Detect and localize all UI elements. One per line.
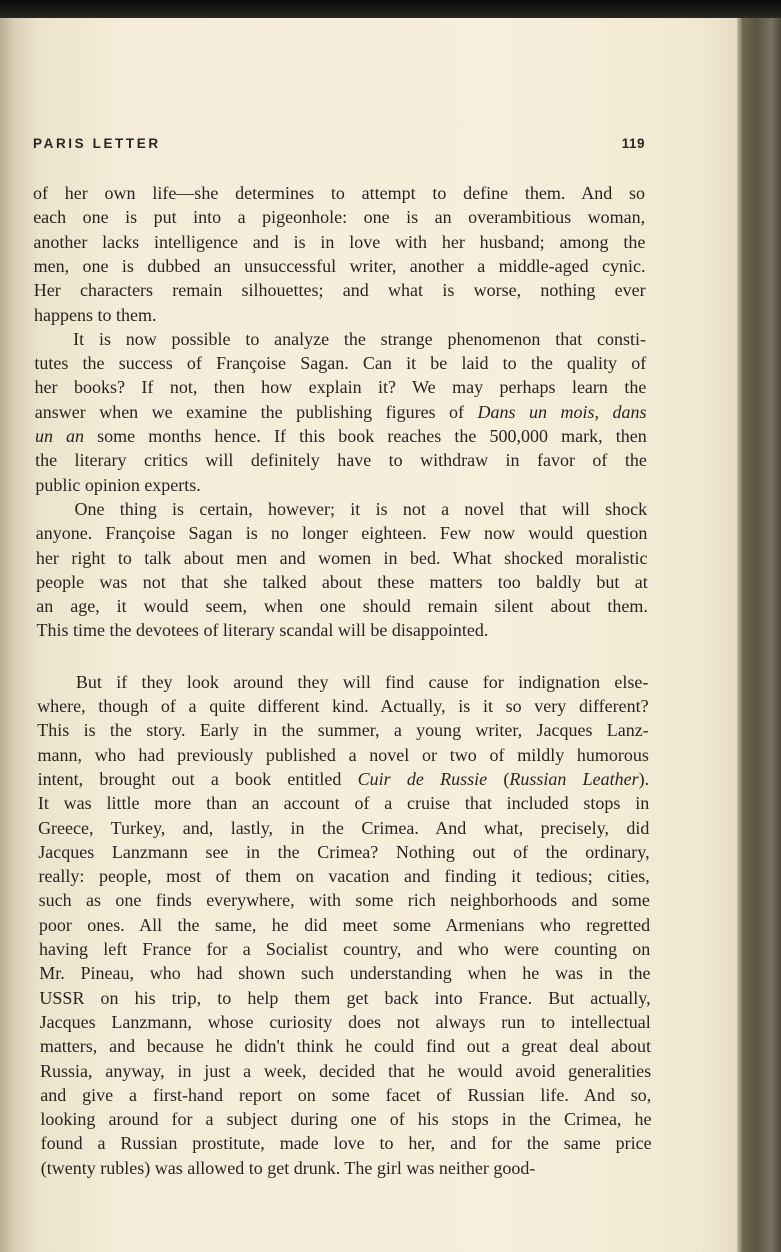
line-text: ). xyxy=(638,768,650,789)
line-text: Russia, anyway, in just a week, decided that he would avoid generalities xyxy=(40,1060,652,1081)
line-text: each one is put into a pigeonhole: one is an overambitious woman, xyxy=(33,207,646,228)
line-text: Greece, Turkey, and, lastly, in the Crimea. And what, precisely, did xyxy=(38,817,650,838)
line-text: Her characters remain silhouettes; and what is worse, nothing ever xyxy=(33,280,646,301)
text-line xyxy=(36,618,648,642)
text-line xyxy=(33,205,645,229)
line-text: the literary critics will definitely have to withdraw in favor of the xyxy=(35,450,647,471)
line-text: such as one finds everywhere, with some rich neighborhoods and some xyxy=(38,890,650,911)
text-line xyxy=(39,961,650,985)
text-line xyxy=(40,1107,651,1131)
line-text: another lacks intelligence and is in love with her husband; among the xyxy=(33,231,646,252)
line-text: found a Russian prostitute, made love to her, and for the same price xyxy=(40,1133,652,1154)
italic-title-text: Cuir de Russie xyxy=(357,768,488,789)
italic-title-text: Russian Leather xyxy=(509,768,639,789)
text-line xyxy=(41,1156,652,1180)
text-line xyxy=(35,424,647,448)
line-text: people was not that she talked about these matters too baldly but at xyxy=(36,571,648,592)
text-line xyxy=(34,303,646,327)
text-line xyxy=(38,816,649,840)
page-number: 119 xyxy=(621,136,645,151)
line-text: Jacques Lanzmann, whose curiosity does not always run to intellectual xyxy=(39,1011,651,1032)
text-line xyxy=(38,864,649,888)
text-line xyxy=(35,473,647,497)
text-line xyxy=(38,840,649,864)
line-text: Jacques Lanzmann see in the Crimea? Nothing out of the ordinary, xyxy=(38,841,650,862)
text-line xyxy=(36,594,648,618)
text-line xyxy=(37,718,648,742)
line-text: tutes the success of Françoise Sagan. Can it be laid to the quality of xyxy=(34,353,647,374)
text-line xyxy=(39,937,650,961)
line-text: her right to talk about men and women in bed. What shocked moralistic xyxy=(35,547,648,568)
text-line xyxy=(40,1010,651,1034)
italic-title-text: un an xyxy=(34,426,85,446)
running-header xyxy=(33,136,645,158)
book-page-edge xyxy=(737,18,781,1252)
running-title: PARIS LETTER xyxy=(33,136,161,151)
text-line xyxy=(41,1131,652,1155)
line-text: of her own life—she determines to attempt to define them. And so xyxy=(33,183,645,203)
line-text: anyone. Françoise Sagan is no longer eighteen. Few now would question xyxy=(35,523,648,544)
line-text: having left France for a Socialist country, and who were counting on xyxy=(39,939,651,959)
italic-title-text: Dans un mois, dans xyxy=(477,401,647,422)
text-line xyxy=(40,1034,651,1058)
line-text: men, one is dubbed an unsuccessful writer, another a middle-aged cynic. xyxy=(33,255,646,276)
line-text: intent, brought out a book entitled xyxy=(37,768,358,789)
line-text: This time the devotees of literary scandal will be disappointed. xyxy=(36,620,489,641)
line-text: It is now possible to analyze the strange phenomenon that consti- xyxy=(73,328,646,349)
text-line xyxy=(35,400,647,424)
text-line xyxy=(35,375,647,399)
text-line xyxy=(35,448,647,472)
text-line xyxy=(33,230,645,254)
text-line xyxy=(38,791,649,815)
line-text: answer when we examine the publishing figures of xyxy=(34,401,478,422)
line-text: poor ones. All the same, he did meet some Armenians who regretted xyxy=(38,914,651,935)
text-line xyxy=(76,670,649,694)
line-text: Mr. Pineau, who had shown such understanding when he was in the xyxy=(39,963,651,984)
text-line xyxy=(73,327,646,351)
line-text: mann, who had previously published a novel or two of mildly humorous xyxy=(37,744,649,765)
line-text: her books? If not, then how explain it? We may perhaps learn the xyxy=(34,377,647,398)
text-line xyxy=(38,767,649,791)
line-text: really: people, most of them on vacation and finding it tedious; cities, xyxy=(38,866,650,887)
line-text: ( xyxy=(487,768,510,789)
text-line xyxy=(33,181,645,205)
text-line xyxy=(39,913,650,937)
line-text: One thing is certain, however; it is not a novel that will shock xyxy=(74,498,648,519)
text-line xyxy=(36,570,648,594)
text-line xyxy=(39,986,650,1010)
line-text: public opinion experts. xyxy=(35,474,201,495)
text-line xyxy=(34,278,646,302)
line-text: some months hence. If this book reaches the 500,000 mark, then xyxy=(84,426,647,446)
text-line xyxy=(40,1059,651,1083)
text-line xyxy=(37,694,648,718)
line-text: But if they look around they will find cause for indignation else- xyxy=(75,671,649,692)
line-text: (twenty rubles) was allowed to get drunk. The girl was neither good- xyxy=(40,1157,536,1178)
line-text: looking around for a subject during one of his stops in the Crimea, he xyxy=(40,1109,652,1130)
line-text: This is the story. Early in the summer, a young writer, Jacques Lanz- xyxy=(37,720,649,741)
line-text: where, though of a quite different kind. Actually, is it so very different? xyxy=(37,696,649,716)
line-text: matters, and because he didn't think he could find out a great deal about xyxy=(39,1036,651,1057)
text-line xyxy=(37,743,648,767)
line-text: It was little more than an account of a cruise that included stops in xyxy=(37,793,650,814)
line-text: and give a first-hand report on some facet of Russian life. And so, xyxy=(40,1084,652,1105)
text-line xyxy=(34,351,646,375)
text-line xyxy=(36,521,648,545)
text-line xyxy=(39,888,650,912)
text-line xyxy=(75,497,648,521)
text-line xyxy=(34,254,646,278)
text-line xyxy=(40,1083,651,1107)
line-text: happens to them. xyxy=(33,304,157,325)
line-text: USSR on his trip, to help them get back into France. But actually, xyxy=(39,987,651,1008)
text-line xyxy=(36,546,648,570)
scan-top-border xyxy=(0,0,781,18)
line-text: an age, it would seem, when one should remain silent about them. xyxy=(36,596,648,617)
